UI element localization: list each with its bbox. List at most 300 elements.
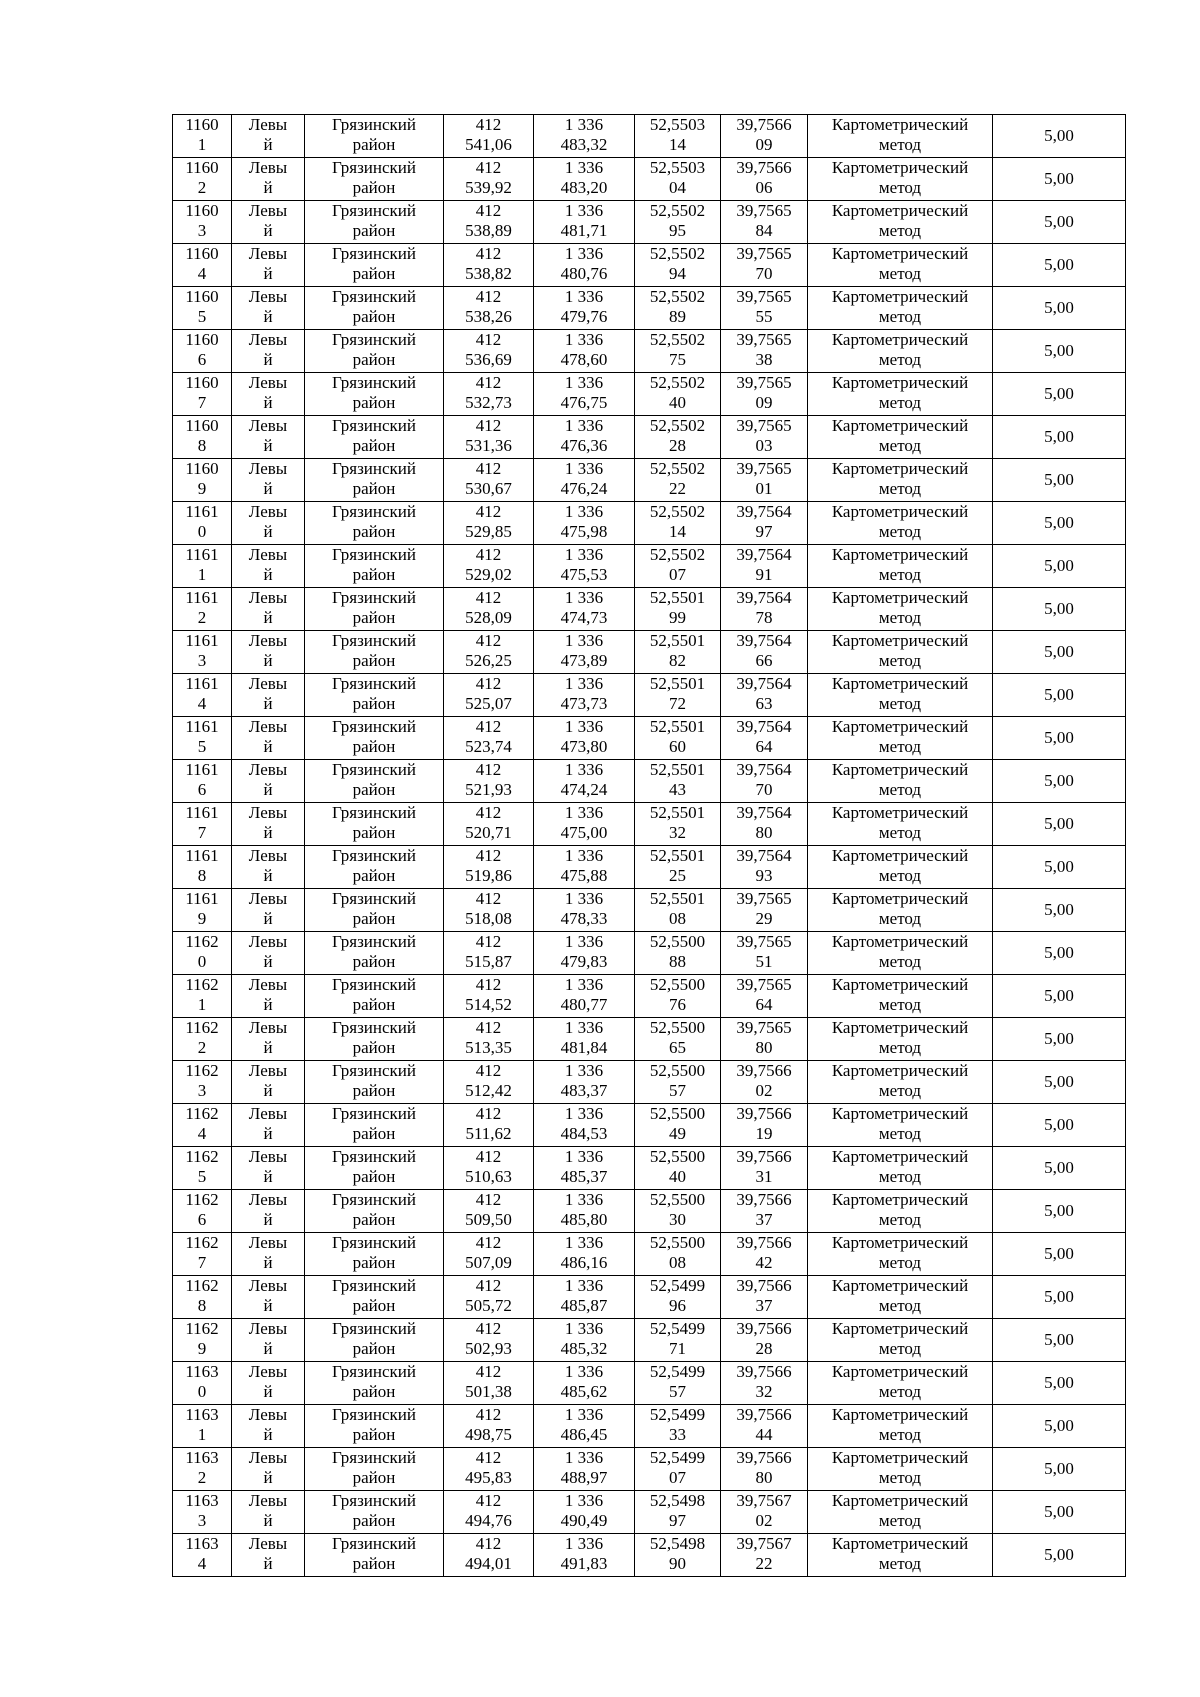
point-number-cell bbox=[173, 932, 232, 975]
district-cell bbox=[305, 416, 444, 459]
longitude-line: 80 bbox=[755, 823, 773, 842]
coordinate-x-cell bbox=[444, 545, 534, 588]
coordinate-y-line: 479,76 bbox=[560, 307, 608, 326]
latitude-line: 04 bbox=[669, 178, 686, 197]
latitude-line: 07 bbox=[669, 1468, 686, 1487]
district-line: район bbox=[352, 565, 396, 584]
longitude-line: 42 bbox=[755, 1253, 773, 1272]
bank-side-line: Левы bbox=[248, 373, 288, 392]
bank-side-line: Левы bbox=[248, 803, 288, 822]
coordinate-y-line: 1 336 bbox=[564, 1491, 604, 1510]
accuracy-cell: 5,00 bbox=[993, 1405, 1126, 1448]
accuracy-cell: 5,00 bbox=[993, 416, 1126, 459]
bank-side-line: й bbox=[263, 995, 273, 1014]
coordinate-y-line: 1 336 bbox=[564, 975, 604, 994]
longitude-line: 39,7566 bbox=[736, 1104, 792, 1123]
method-cell bbox=[808, 115, 993, 158]
method-line: Картометрический bbox=[831, 287, 969, 306]
coordinate-x-cell bbox=[444, 459, 534, 502]
coordinate-x-line: 412 bbox=[475, 1018, 502, 1037]
district-cell bbox=[305, 201, 444, 244]
bank-side-line: й bbox=[263, 1124, 273, 1143]
coordinate-y-line: 1 336 bbox=[564, 287, 604, 306]
latitude-line: 52,5499 bbox=[649, 1362, 706, 1381]
table-row bbox=[173, 631, 1126, 674]
point-number-cell bbox=[173, 502, 232, 545]
coordinate-x-line: 412 bbox=[475, 158, 502, 177]
coordinate-y-cell bbox=[534, 588, 635, 631]
coordinate-x-line: 412 bbox=[475, 244, 502, 263]
table-row bbox=[173, 803, 1126, 846]
point-number-line: 1160 bbox=[185, 115, 219, 134]
accuracy-cell: 5,00 bbox=[993, 846, 1126, 889]
method-cell bbox=[808, 975, 993, 1018]
method-line: метод bbox=[878, 866, 922, 885]
coordinate-x-line: 412 bbox=[475, 631, 502, 650]
longitude-line: 63 bbox=[755, 694, 773, 713]
coordinate-x-line: 518,08 bbox=[465, 909, 512, 928]
district-cell bbox=[305, 1491, 444, 1534]
point-number-line: 4 bbox=[197, 694, 207, 713]
method-line: Картометрический bbox=[831, 1233, 969, 1252]
accuracy-cell: 5,00 bbox=[993, 1319, 1126, 1362]
bank-side-cell bbox=[232, 373, 305, 416]
bank-side-line: Левы bbox=[248, 502, 288, 521]
bank-side-line: й bbox=[263, 1038, 273, 1057]
longitude-line: 06 bbox=[755, 178, 773, 197]
coordinate-y-line: 490,49 bbox=[560, 1511, 608, 1530]
bank-side-cell bbox=[232, 201, 305, 244]
coordinate-y-line: 1 336 bbox=[564, 545, 604, 564]
coordinate-y-line: 1 336 bbox=[564, 115, 604, 134]
bank-side-line: й bbox=[263, 522, 273, 541]
district-line: район bbox=[352, 479, 396, 498]
latitude-cell bbox=[635, 545, 721, 588]
latitude-line: 52,5499 bbox=[649, 1276, 706, 1295]
district-cell bbox=[305, 244, 444, 287]
coordinate-x-line: 412 bbox=[475, 588, 502, 607]
point-number-line: 0 bbox=[197, 952, 207, 971]
coordinate-x-cell bbox=[444, 889, 534, 932]
coordinate-x-cell bbox=[444, 975, 534, 1018]
table-row bbox=[173, 1491, 1126, 1534]
coordinate-y-line: 476,75 bbox=[560, 393, 608, 412]
point-number-line: 1161 bbox=[185, 889, 219, 908]
bank-side-cell bbox=[232, 588, 305, 631]
table-row bbox=[173, 115, 1126, 158]
point-number-line: 5 bbox=[197, 307, 207, 326]
coordinate-x-line: 412 bbox=[475, 1190, 502, 1209]
point-number-cell bbox=[173, 889, 232, 932]
latitude-line: 28 bbox=[669, 436, 686, 455]
point-number-line: 1162 bbox=[185, 1061, 219, 1080]
coordinate-x-line: 412 bbox=[475, 201, 502, 220]
coordinate-y-cell bbox=[534, 502, 635, 545]
method-cell bbox=[808, 416, 993, 459]
coordinate-x-line: 510,63 bbox=[465, 1167, 512, 1186]
longitude-line: 39,7567 bbox=[736, 1491, 792, 1510]
point-number-line: 1 bbox=[197, 1425, 207, 1444]
point-number-line: 9 bbox=[197, 479, 207, 498]
coordinate-x-cell bbox=[444, 1405, 534, 1448]
method-cell bbox=[808, 674, 993, 717]
latitude-cell bbox=[635, 717, 721, 760]
coordinate-y-line: 1 336 bbox=[564, 373, 604, 392]
bank-side-line: Левы bbox=[248, 1061, 288, 1080]
coordinate-y-line: 483,32 bbox=[560, 135, 608, 154]
point-number-line: 8 bbox=[197, 866, 207, 885]
district-line: район bbox=[352, 737, 396, 756]
district-cell bbox=[305, 287, 444, 330]
longitude-line: 39,7566 bbox=[736, 1233, 792, 1252]
bank-side-line: Левы bbox=[248, 588, 288, 607]
method-cell bbox=[808, 1018, 993, 1061]
longitude-line: 39,7564 bbox=[736, 717, 792, 736]
bank-side-cell bbox=[232, 416, 305, 459]
bank-side-line: Левы bbox=[248, 1276, 288, 1295]
point-number-line: 6 bbox=[197, 1210, 207, 1229]
accuracy-cell: 5,00 bbox=[993, 932, 1126, 975]
district-cell bbox=[305, 889, 444, 932]
accuracy-cell: 5,00 bbox=[993, 717, 1126, 760]
coordinate-y-line: 1 336 bbox=[564, 502, 604, 521]
coordinate-y-cell bbox=[534, 115, 635, 158]
bank-side-line: й bbox=[263, 1554, 273, 1573]
point-number-line: 1160 bbox=[185, 459, 219, 478]
longitude-cell bbox=[721, 846, 808, 889]
district-line: район bbox=[352, 909, 396, 928]
coordinate-y-line: 1 336 bbox=[564, 846, 604, 865]
district-line: район bbox=[352, 221, 396, 240]
longitude-line: 19 bbox=[755, 1124, 773, 1143]
coordinate-y-line: 475,88 bbox=[560, 866, 608, 885]
bank-side-line: Левы bbox=[248, 416, 288, 435]
bank-side-cell bbox=[232, 932, 305, 975]
point-number-line: 3 bbox=[197, 651, 207, 670]
coordinate-y-line: 474,24 bbox=[560, 780, 608, 799]
bank-side-line: Левы bbox=[248, 1147, 288, 1166]
district-line: район bbox=[352, 995, 396, 1014]
longitude-line: 84 bbox=[755, 221, 773, 240]
longitude-line: 39,7565 bbox=[736, 287, 792, 306]
method-cell bbox=[808, 1233, 993, 1276]
method-line: метод bbox=[878, 1382, 922, 1401]
table-row bbox=[173, 373, 1126, 416]
district-line: Грязинский bbox=[332, 1104, 416, 1123]
coordinate-y-line: 484,53 bbox=[560, 1124, 608, 1143]
coordinate-x-cell bbox=[444, 201, 534, 244]
coordinate-x-cell bbox=[444, 1491, 534, 1534]
latitude-cell bbox=[635, 1276, 721, 1319]
accuracy-cell: 5,00 bbox=[993, 1276, 1126, 1319]
coordinate-x-cell bbox=[444, 846, 534, 889]
point-number-line: 7 bbox=[197, 823, 207, 842]
point-number-cell bbox=[173, 1362, 232, 1405]
coordinate-x-line: 412 bbox=[475, 889, 502, 908]
coordinate-x-line: 536,69 bbox=[465, 350, 512, 369]
bank-side-cell bbox=[232, 1147, 305, 1190]
point-number-line: 1162 bbox=[185, 1276, 219, 1295]
latitude-line: 52,5500 bbox=[649, 1233, 706, 1252]
latitude-cell bbox=[635, 803, 721, 846]
coordinate-y-line: 1 336 bbox=[564, 158, 604, 177]
latitude-cell bbox=[635, 115, 721, 158]
coordinate-x-cell bbox=[444, 330, 534, 373]
longitude-line: 02 bbox=[755, 1081, 773, 1100]
latitude-line: 52,5501 bbox=[649, 631, 706, 650]
method-line: Картометрический bbox=[831, 803, 969, 822]
bank-side-cell bbox=[232, 1448, 305, 1491]
longitude-line: 80 bbox=[755, 1468, 773, 1487]
coordinate-x-line: 521,93 bbox=[465, 780, 512, 799]
accuracy-cell: 5,00 bbox=[993, 1104, 1126, 1147]
coordinate-y-cell bbox=[534, 975, 635, 1018]
district-line: Грязинский bbox=[332, 115, 416, 134]
district-line: Грязинский bbox=[332, 502, 416, 521]
bank-side-line: Левы bbox=[248, 846, 288, 865]
coordinate-x-line: 526,25 bbox=[465, 651, 512, 670]
coordinate-x-line: 528,09 bbox=[465, 608, 512, 627]
district-line: район bbox=[352, 1296, 396, 1315]
point-number-cell bbox=[173, 1276, 232, 1319]
longitude-cell bbox=[721, 803, 808, 846]
bank-side-cell bbox=[232, 1362, 305, 1405]
accuracy-cell: 5,00 bbox=[993, 975, 1126, 1018]
method-line: метод bbox=[878, 522, 922, 541]
bank-side-cell bbox=[232, 1104, 305, 1147]
bank-side-line: Левы bbox=[248, 717, 288, 736]
longitude-line: 39,7565 bbox=[736, 1018, 792, 1037]
point-number-line: 0 bbox=[197, 522, 207, 541]
point-number-cell bbox=[173, 1319, 232, 1362]
coordinate-x-line: 412 bbox=[475, 1405, 502, 1424]
method-line: Картометрический bbox=[831, 760, 969, 779]
district-line: район bbox=[352, 1210, 396, 1229]
coordinate-y-cell bbox=[534, 416, 635, 459]
table-row bbox=[173, 1448, 1126, 1491]
longitude-line: 39,7566 bbox=[736, 158, 792, 177]
coordinate-x-line: 412 bbox=[475, 760, 502, 779]
bank-side-line: й bbox=[263, 221, 273, 240]
coordinate-x-line: 412 bbox=[475, 803, 502, 822]
coordinate-x-line: 412 bbox=[475, 416, 502, 435]
longitude-cell bbox=[721, 115, 808, 158]
method-cell bbox=[808, 201, 993, 244]
district-line: Грязинский bbox=[332, 1276, 416, 1295]
accuracy-cell: 5,00 bbox=[993, 287, 1126, 330]
coordinate-x-line: 412 bbox=[475, 1233, 502, 1252]
longitude-cell bbox=[721, 1448, 808, 1491]
longitude-line: 51 bbox=[755, 952, 773, 971]
longitude-line: 39,7565 bbox=[736, 975, 792, 994]
coordinate-x-cell bbox=[444, 244, 534, 287]
district-line: район bbox=[352, 651, 396, 670]
method-line: метод bbox=[878, 608, 922, 627]
point-number-line: 1161 bbox=[185, 588, 219, 607]
district-cell bbox=[305, 631, 444, 674]
coordinate-y-line: 488,97 bbox=[560, 1468, 608, 1487]
coordinate-y-line: 1 336 bbox=[564, 459, 604, 478]
coordinate-x-line: 507,09 bbox=[465, 1253, 512, 1272]
coordinate-y-cell bbox=[534, 760, 635, 803]
table-row bbox=[173, 846, 1126, 889]
point-number-line: 1161 bbox=[185, 717, 219, 736]
bank-side-line: Левы bbox=[248, 1405, 288, 1424]
district-line: район bbox=[352, 1554, 396, 1573]
coordinate-x-line: 412 bbox=[475, 1534, 502, 1553]
coordinate-x-line: 511,62 bbox=[465, 1124, 512, 1143]
coordinate-x-cell bbox=[444, 803, 534, 846]
coordinate-x-line: 412 bbox=[475, 373, 502, 392]
bank-side-line: й bbox=[263, 436, 273, 455]
point-number-line: 1163 bbox=[185, 1534, 219, 1553]
coordinate-y-cell bbox=[534, 459, 635, 502]
method-cell bbox=[808, 1491, 993, 1534]
point-number-line: 2 bbox=[197, 608, 207, 627]
coordinate-y-line: 485,80 bbox=[560, 1210, 608, 1229]
method-line: метод bbox=[878, 1124, 922, 1143]
district-cell bbox=[305, 158, 444, 201]
latitude-cell bbox=[635, 975, 721, 1018]
point-number-cell bbox=[173, 760, 232, 803]
latitude-line: 52,5502 bbox=[649, 201, 706, 220]
longitude-line: 29 bbox=[755, 909, 773, 928]
bank-side-cell bbox=[232, 1534, 305, 1577]
district-line: Грязинский bbox=[332, 330, 416, 349]
latitude-line: 52,5502 bbox=[649, 502, 706, 521]
point-number-line: 1160 bbox=[185, 244, 219, 263]
point-number-line: 1163 bbox=[185, 1405, 219, 1424]
method-line: метод bbox=[878, 1425, 922, 1444]
method-line: метод bbox=[878, 1339, 922, 1358]
point-number-cell bbox=[173, 416, 232, 459]
latitude-line: 88 bbox=[669, 952, 686, 971]
point-number-line: 5 bbox=[197, 737, 207, 756]
district-line: Грязинский bbox=[332, 373, 416, 392]
point-number-line: 1160 bbox=[185, 373, 219, 392]
method-line: Картометрический bbox=[831, 1534, 969, 1553]
method-cell bbox=[808, 244, 993, 287]
method-line: Картометрический bbox=[831, 717, 969, 736]
bank-side-cell bbox=[232, 502, 305, 545]
method-line: Картометрический bbox=[831, 1319, 969, 1338]
bank-side-line: й bbox=[263, 1339, 273, 1358]
table-row bbox=[173, 674, 1126, 717]
latitude-line: 52,5500 bbox=[649, 975, 706, 994]
coordinate-y-line: 483,20 bbox=[560, 178, 608, 197]
district-cell bbox=[305, 1448, 444, 1491]
district-line: Грязинский bbox=[332, 674, 416, 693]
longitude-line: 39,7565 bbox=[736, 201, 792, 220]
latitude-line: 25 bbox=[669, 866, 686, 885]
method-line: Картометрический bbox=[831, 1061, 969, 1080]
point-number-line: 9 bbox=[197, 909, 207, 928]
latitude-cell bbox=[635, 1405, 721, 1448]
coordinate-y-line: 1 336 bbox=[564, 889, 604, 908]
method-cell bbox=[808, 373, 993, 416]
latitude-line: 52,5502 bbox=[649, 330, 706, 349]
bank-side-line: Левы bbox=[248, 1534, 288, 1553]
bank-side-cell bbox=[232, 975, 305, 1018]
longitude-cell bbox=[721, 158, 808, 201]
coordinate-y-line: 478,33 bbox=[560, 909, 608, 928]
district-line: район bbox=[352, 350, 396, 369]
coordinate-x-line: 515,87 bbox=[465, 952, 512, 971]
longitude-line: 03 bbox=[755, 436, 773, 455]
latitude-cell bbox=[635, 373, 721, 416]
bank-side-line: Левы bbox=[248, 631, 288, 650]
method-cell bbox=[808, 588, 993, 631]
method-line: метод bbox=[878, 823, 922, 842]
longitude-line: 39,7565 bbox=[736, 459, 792, 478]
longitude-line: 39,7566 bbox=[736, 1405, 792, 1424]
district-cell bbox=[305, 932, 444, 975]
latitude-cell bbox=[635, 1061, 721, 1104]
point-number-line: 1 bbox=[197, 135, 207, 154]
bank-side-cell bbox=[232, 330, 305, 373]
method-line: Картометрический bbox=[831, 975, 969, 994]
bank-side-line: й bbox=[263, 479, 273, 498]
method-line: метод bbox=[878, 1038, 922, 1057]
coordinate-x-cell bbox=[444, 502, 534, 545]
method-line: метод bbox=[878, 479, 922, 498]
latitude-line: 95 bbox=[669, 221, 686, 240]
coordinate-x-cell bbox=[444, 1534, 534, 1577]
accuracy-cell: 5,00 bbox=[993, 545, 1126, 588]
coordinate-x-line: 530,67 bbox=[465, 479, 512, 498]
district-line: Грязинский bbox=[332, 1491, 416, 1510]
latitude-line: 52,5498 bbox=[649, 1534, 706, 1553]
longitude-cell bbox=[721, 932, 808, 975]
coordinate-x-cell bbox=[444, 1276, 534, 1319]
coordinate-y-cell bbox=[534, 1061, 635, 1104]
coordinate-x-line: 412 bbox=[475, 1362, 502, 1381]
point-number-line: 3 bbox=[197, 1511, 207, 1530]
coordinate-y-line: 485,37 bbox=[560, 1167, 608, 1186]
point-number-line: 1163 bbox=[185, 1362, 219, 1381]
latitude-line: 33 bbox=[669, 1425, 686, 1444]
coordinate-y-line: 1 336 bbox=[564, 674, 604, 693]
bank-side-line: й bbox=[263, 909, 273, 928]
accuracy-cell: 5,00 bbox=[993, 1061, 1126, 1104]
coordinate-y-cell bbox=[534, 545, 635, 588]
method-line: Картометрический bbox=[831, 1448, 969, 1467]
longitude-cell bbox=[721, 975, 808, 1018]
latitude-line: 82 bbox=[669, 651, 686, 670]
bank-side-cell bbox=[232, 803, 305, 846]
latitude-line: 52,5499 bbox=[649, 1405, 706, 1424]
longitude-line: 28 bbox=[755, 1339, 773, 1358]
coordinate-y-line: 476,24 bbox=[560, 479, 608, 498]
district-line: район bbox=[352, 1253, 396, 1272]
point-number-cell bbox=[173, 1233, 232, 1276]
longitude-line: 66 bbox=[755, 651, 773, 670]
table-row bbox=[173, 1147, 1126, 1190]
accuracy-cell: 5,00 bbox=[993, 1018, 1126, 1061]
method-cell bbox=[808, 803, 993, 846]
point-number-line: 1 bbox=[197, 565, 207, 584]
bank-side-line: й bbox=[263, 1253, 273, 1272]
latitude-cell bbox=[635, 416, 721, 459]
point-number-line: 1 bbox=[197, 995, 207, 1014]
point-number-line: 6 bbox=[197, 350, 207, 369]
bank-side-line: Левы bbox=[248, 158, 288, 177]
district-cell bbox=[305, 1190, 444, 1233]
latitude-line: 52,5500 bbox=[649, 932, 706, 951]
point-number-line: 1161 bbox=[185, 760, 219, 779]
bank-side-cell bbox=[232, 1405, 305, 1448]
longitude-line: 39,7564 bbox=[736, 502, 792, 521]
